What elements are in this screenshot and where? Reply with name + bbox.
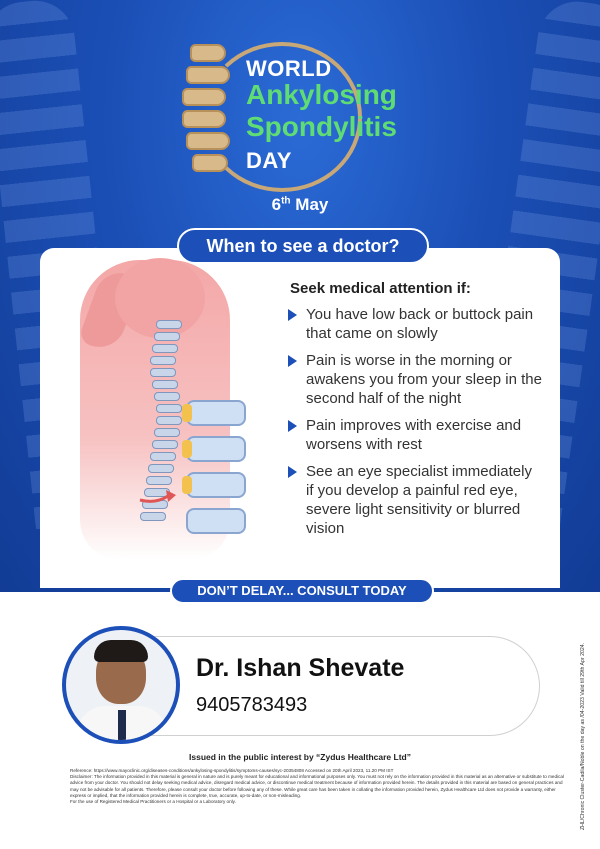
list-item [288, 351, 543, 408]
bullet-arrow-icon [288, 309, 297, 321]
bullet-arrow-icon [288, 420, 297, 432]
date-month: May [295, 195, 329, 214]
doctor-phone: 9405783493 [196, 694, 308, 716]
list-item [288, 305, 543, 343]
usage-text: For the use of Registered Medical Practitioners or a Hospital or a Laboratory only. [70, 799, 236, 805]
reference-text: Reference: https://www.mayoclinic.org/diseases-conditions/ankylosing-spondylitis/symptoms-causes/syc-20354808 Accessed on 20th April 2023, 11.20 PM IST [70, 768, 394, 773]
avatar-tie [118, 710, 126, 740]
section-title: When to see a doctor? [177, 228, 429, 264]
avatar-hair [94, 640, 148, 662]
list-item-text: Pain is worse in the morning or awakens you from your sleep in the second half of the night [306, 352, 542, 407]
title-day: DAY [246, 148, 292, 173]
vertical-code-text: ZHL/Chronic Cluster-Cadila/Noble on the day as /04-2023 Valid till 29th Apr 2024. [580, 642, 586, 830]
list-item-text: You have low back or buttock pain that came on slowly [306, 306, 534, 342]
bullet-arrow-icon [288, 355, 297, 367]
disclaimer-text: Disclaimer: The information provided in this material is general in nature and is purely meant for educational and informational purposes only. You must not rely on the information provided in this material as an alternative or substitute to medical advice from your doctor. You should not delay seeking medical advice, disregard medical advice, or discontinue medical treatment because of information provided herein. The details provided in this material are based on general practices and may not be advisable for all patients. Therefore, please consult your doctor before following any of these. While great care has been taken in collating the information provided herein, Zydus Healthcare Ltd does not provide a warranty, either express or implied, that the information provided herein is complete, true, accurate, up-to-date, or non-misleading. [70, 774, 564, 798]
arrow-icon [138, 486, 180, 506]
event-date [0, 195, 600, 215]
list-item-text: See an eye specialist immediately if you develop a painful red eye, severe light sensitivity or blurred vision [306, 463, 532, 537]
symptom-list [288, 305, 543, 546]
spine-illustration [60, 250, 280, 570]
doctor-avatar [62, 626, 180, 744]
vertebrae-closeup-graphic [178, 400, 258, 540]
doctor-name: Dr. Ishan Shevate [196, 654, 405, 682]
issued-statement: Issued in the public interest by “Zydus Healthcare Ltd” [189, 752, 411, 762]
date-number: 6 [271, 195, 282, 214]
bullet-arrow-icon [288, 466, 297, 478]
title-ankylosing: Ankylosing [246, 79, 397, 110]
list-item-text: Pain improves with exercise and worsens with rest [306, 417, 522, 453]
fine-print [70, 768, 570, 805]
date-suffix: th [281, 195, 291, 207]
spine-logo-icon [176, 40, 236, 190]
list-item [288, 416, 543, 454]
title-spondylitis: Spondylitis [246, 111, 397, 142]
list-item [288, 462, 543, 538]
seek-attention-heading: Seek medical attention if: [290, 280, 471, 297]
title-world: WORLD [246, 56, 332, 81]
consult-banner: DON’T DELAY... CONSULT TODAY [170, 578, 434, 604]
